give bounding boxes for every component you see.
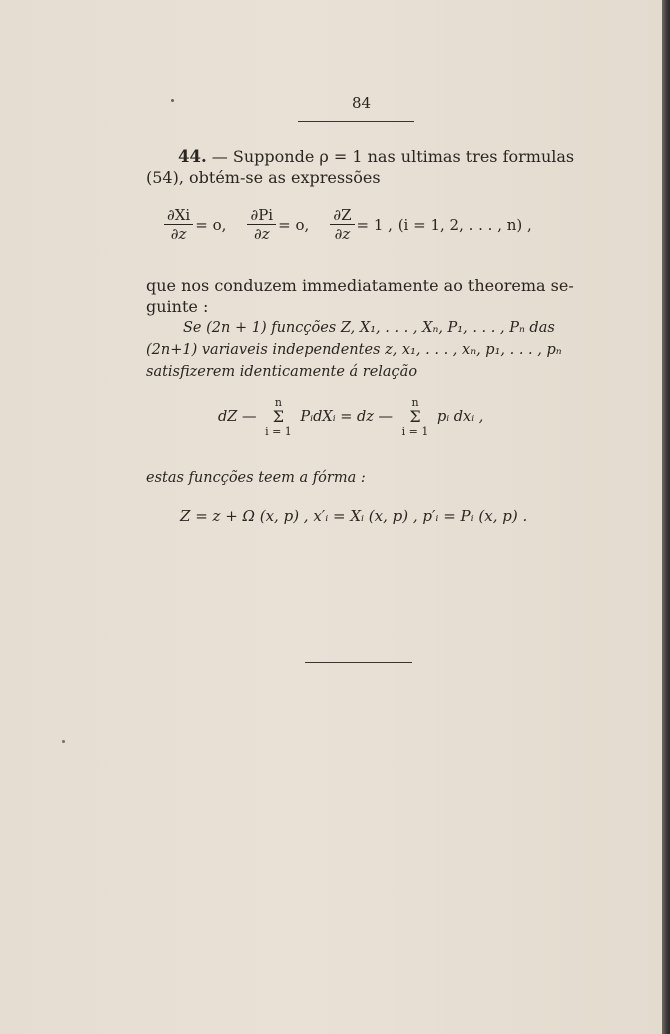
conclusion-line: estas funcções teem a fórma : — [146, 470, 366, 486]
summation: n Σ i = 1 — [401, 396, 429, 438]
ink-speck — [171, 99, 174, 102]
theorem-line: (2n+1) variaveis independentes z, x₁, . . . , xₙ, p₁, . . . , pₙ — [146, 342, 562, 358]
text-line: guinte : — [146, 297, 209, 316]
fraction-dz: $\frac{\partial Z}{\partial z}$ — [330, 206, 354, 243]
fraction-dxi: $\frac{\partial Xi}{\partial z}$ — [164, 206, 193, 243]
end-rule — [305, 662, 412, 663]
page-number: 84 — [352, 94, 372, 112]
text-line: que nos conduzem immediatamente ao theorema se- — [146, 276, 574, 295]
theorem-line: satisfizerem identicamente á relação — [146, 364, 418, 380]
header-rule — [298, 121, 414, 122]
section-text: — Supponde ρ = 1 nas ultimas tres formulas — [206, 147, 575, 166]
section-line-2: (54), obtém-se as expressões — [146, 168, 381, 187]
section-number: 44. — [178, 147, 207, 166]
fraction-dpi: $\frac{\partial Pi}{\partial z}$ — [247, 206, 276, 243]
theorem-line: Se (2n + 1) funcções Z, X₁, . . . , Xₙ, P₁, . . . , Pₙ das — [183, 320, 555, 336]
summation: n Σ i = 1 — [265, 396, 292, 438]
formula-form: Z = z + Ω (x, p) , x′ᵢ = Xᵢ (x, p) , p′ᵢ = Pᵢ (x, p) . — [180, 507, 528, 525]
formula-derivatives: $\frac{\partial Xi}{\partial z}$ = o, $\frac{\partial Pi}{\partial z}$ = o, $\frac{\partial Z}{\partial z}$ = 1 , (i = 1, 2, . . . , n) , — [162, 206, 532, 243]
page-edge — [662, 0, 670, 1034]
ink-speck — [62, 740, 65, 743]
section-line-1 — [178, 145, 574, 168]
formula-relation: dZ — n Σ i = 1 PᵢdXᵢ = dz — n Σ i = 1 pᵢ dxᵢ , — [218, 396, 484, 438]
